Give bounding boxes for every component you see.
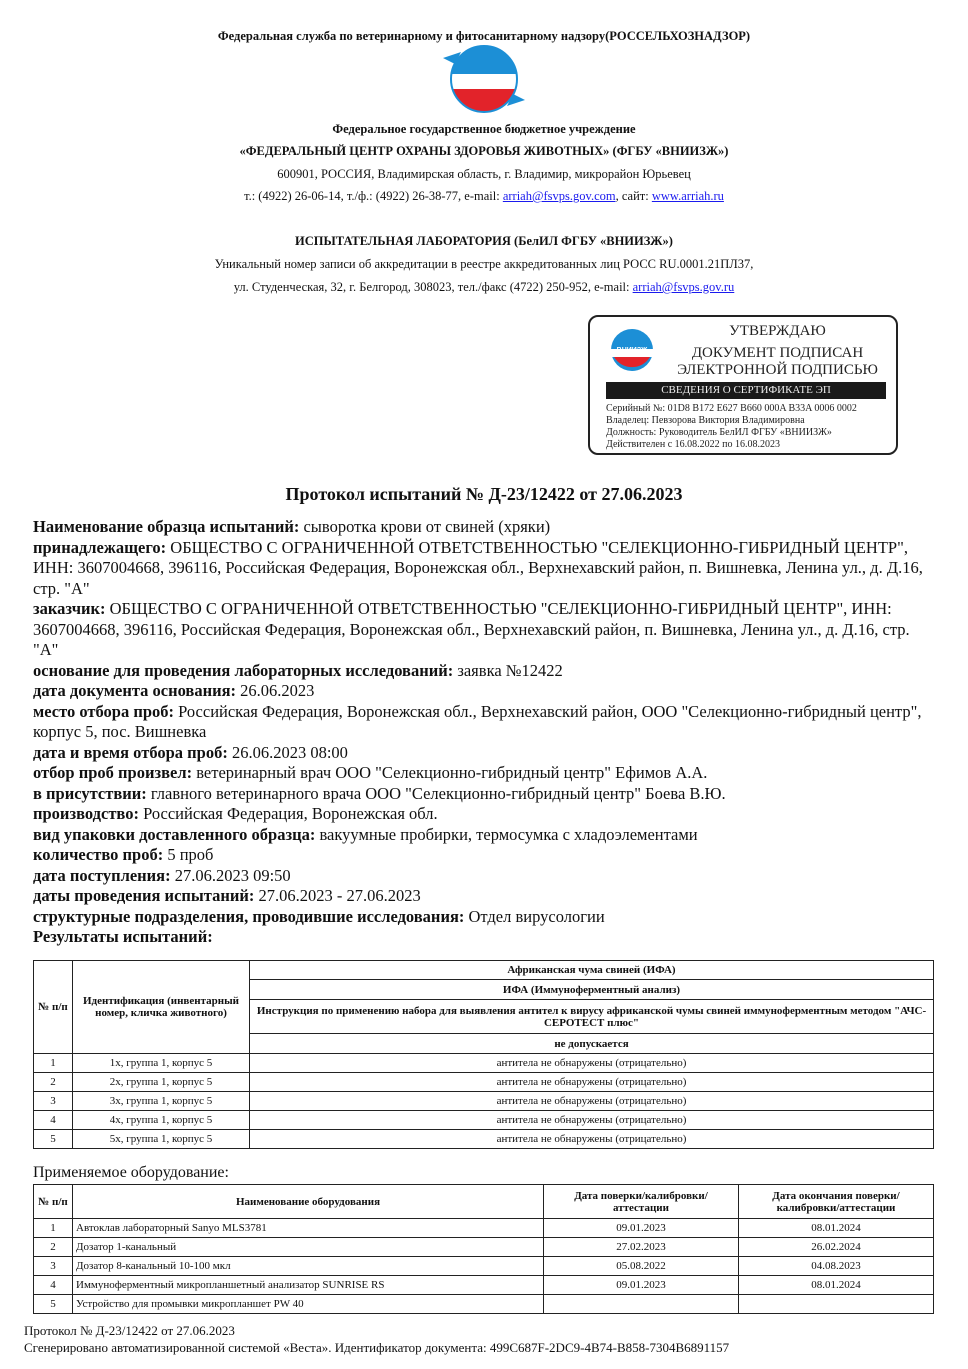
equipment-row [34, 1295, 934, 1314]
result-cell-result: антитела не обнаружены (отрицательно) [250, 1054, 934, 1073]
field-label: отбор проб произвел: [33, 763, 193, 782]
field-value: Отдел вирусологии [464, 906, 605, 926]
vniizh-logo [441, 44, 527, 114]
field-row [33, 538, 933, 600]
result-row [34, 1073, 934, 1092]
stamp-logo-text: ВНИИЗЖ [616, 347, 648, 354]
eq-col-name: Наименование оборудования [73, 1185, 544, 1219]
field-row [33, 763, 933, 784]
equipment-cell: Дозатор 1-канальный [73, 1238, 544, 1257]
eq-col-end-date: Дата окончания поверки/калибровки/аттестации [739, 1185, 934, 1219]
field-value: 27.06.2023 09:50 [170, 865, 291, 885]
field-row [33, 661, 933, 682]
equipment-cell [544, 1295, 739, 1314]
field-value: 5 проб [163, 845, 214, 864]
field-label: дата документа основания: [33, 681, 237, 700]
field-row [33, 927, 933, 948]
field-value: 26.06.2023 08:00 [227, 742, 348, 762]
result-cell-result: антитела не обнаружены (отрицательно) [250, 1130, 934, 1149]
result-cell-id: 1х, группа 1, корпус 5 [73, 1054, 250, 1073]
equipment-cell: 5 [34, 1295, 73, 1314]
equipment-cell: 2 [34, 1238, 73, 1257]
equipment-cell: 1 [34, 1219, 73, 1238]
equipment-cell: 05.08.2022 [544, 1257, 739, 1276]
equipment-table [33, 1184, 934, 1314]
field-label: дата поступления: [33, 865, 171, 885]
field-label: количество проб: [33, 845, 164, 864]
site-label: , сайт: [615, 189, 652, 203]
field-row [33, 866, 933, 887]
field-row [33, 804, 933, 825]
field-value: сыворотка крови от свиней (хряки) [299, 517, 551, 536]
results-table [33, 960, 934, 1149]
eq-col-no: № п/п [34, 1185, 73, 1219]
equipment-cell: Дозатор 8-канальный 10-100 мкл [73, 1257, 544, 1276]
lab-email-link[interactable]: arriah@fsvps.gov.ru [632, 280, 735, 294]
stamp-signed-line1: ДОКУМЕНТ ПОДПИСАН [691, 345, 864, 361]
result-cell-no: 1 [34, 1054, 73, 1073]
field-label: основание для проведения лабораторных исследований: [33, 660, 454, 680]
field-label: структурные подразделения, проводившие исследования: [33, 906, 465, 926]
field-row [33, 702, 933, 743]
field-value: ОБЩЕСТВО С ОГРАНИЧЕННОЙ ОТВЕТСТВЕННОСТЬЮ "СЕЛЕКЦИОННО-ГИБРИДНЫЙ ЦЕНТР", ИНН: 3607004668, 396116, Российская Федерация, Воронежская обл., Верхнехавский район, п. Вишневка, Ленина ул., д. Д.16, стр. "А" [33, 599, 910, 659]
field-row [33, 517, 933, 538]
field-row [33, 907, 933, 928]
result-cell-id: 5х, группа 1, корпус 5 [73, 1130, 250, 1149]
stamp-owner: Владелец: Певзорова Виктория Владимировна [606, 415, 805, 426]
equipment-cell: 09.01.2023 [544, 1219, 739, 1238]
protocol-title: Протокол испытаний № Д-23/12422 от 27.06.2023 [285, 484, 683, 504]
field-label: даты проведения испытаний: [33, 886, 255, 905]
equipment-cell: Устройство для промывки микропланшет PW 40 [73, 1295, 544, 1314]
field-value: ОБЩЕСТВО С ОГРАНИЧЕННОЙ ОТВЕТСТВЕННОСТЬЮ "СЕЛЕКЦИОННО-ГИБРИДНЫЙ ЦЕНТР", ИНН: 3607004668, 396116, Российская Федерация, Воронежская обл., Верхнехавский район, п. Вишневка, Ленина ул., д. Д.16, стр. "А" [33, 537, 923, 598]
col-no-header: № п/п [34, 961, 73, 1054]
stamp-position: Должность: Руководитель БелИЛ ФГБУ «ВНИИЗЖ» [606, 427, 832, 438]
contacts-text: т.: (4922) 26-06-14, т./ф.: (4922) 26-38-77, e-mail: [244, 189, 503, 203]
disease-header: Африканская чума свиней (ИФА) [250, 961, 934, 980]
result-row [34, 1092, 934, 1111]
equipment-cell: 08.01.2024 [739, 1276, 934, 1295]
stamp-validity: Действителен с 16.08.2022 по 16.08.2023 [606, 439, 780, 450]
equipment-row [34, 1219, 934, 1238]
result-cell-result: антитела не обнаружены (отрицательно) [250, 1073, 934, 1092]
eq-col-date: Дата поверки/калибровки/аттестации [544, 1185, 739, 1219]
lab-accreditation: Уникальный номер записи об аккредитации в реестре аккредитованных лиц РОСС RU.0001.21ПЛ37, [214, 257, 754, 271]
equipment-cell: Автоклав лабораторный Sanyo MLS3781 [73, 1219, 544, 1238]
result-cell-id: 4х, группа 1, корпус 5 [73, 1111, 250, 1130]
field-row [33, 743, 933, 764]
equipment-cell: 27.02.2023 [544, 1238, 739, 1257]
stamp-cert-header: СВЕДЕНИЯ О СЕРТИФИКАТЕ ЭП [606, 382, 886, 399]
signature-stamp [588, 315, 898, 455]
agency-name: Федеральная служба по ветеринарному и фитосанитарному надзору(РОССЕЛЬХОЗНАДЗОР) [217, 29, 751, 43]
result-cell-no: 2 [34, 1073, 73, 1092]
equipment-row [34, 1257, 934, 1276]
institution-contacts [0, 189, 968, 204]
field-label: заказчик: [33, 599, 106, 618]
result-row [34, 1111, 934, 1130]
field-row [33, 784, 933, 805]
stamp-cert-info [606, 403, 857, 451]
institution-type: Федеральное государственное бюджетное учреждение [332, 122, 636, 136]
equipment-row [34, 1238, 934, 1257]
result-cell-result: антитела не обнаружены (отрицательно) [250, 1092, 934, 1111]
field-value: Российская Федерация, Воронежская обл., Верхнехавский район, ООО "Селекционно-гибридный центр", корпус 5, пос. Вишневка [33, 701, 922, 741]
result-row [34, 1054, 934, 1073]
sample-details [33, 517, 933, 948]
equipment-cell: Иммуноферментный микропланшетный анализатор SUNRISE RS [73, 1276, 544, 1295]
lab-address-text: ул. Студенческая, 32, г. Белгород, 308023, тел./факс (4722) 250-952, e-mail: [233, 280, 633, 294]
field-row [33, 681, 933, 702]
equipment-cell: 3 [34, 1257, 73, 1276]
field-label: Наименование образца испытаний: [33, 517, 300, 536]
equipment-cell: 09.01.2023 [544, 1276, 739, 1295]
result-cell-no: 5 [34, 1130, 73, 1149]
instruction-header: Инструкция по применению набора для выявления антител к вирусу африканской чумы свиней иммуноферментным методом "АЧС-СЕРОТЕСТ плюс" [250, 1000, 934, 1034]
stamp-approve: УТВЕРЖДАЮ [729, 323, 826, 339]
equipment-cell: 08.01.2024 [739, 1219, 934, 1238]
field-value: главного ветеринарного врача ООО "Селекционно-гибридный центр" Боева В.Ю. [146, 783, 726, 803]
stamp-signed-line2: ЭЛЕКТРОННОЙ ПОДПИСЬЮ [677, 362, 878, 378]
equipment-cell: 4 [34, 1276, 73, 1295]
lab-name: ИСПЫТАТЕЛЬНАЯ ЛАБОРАТОРИЯ (БелИЛ ФГБУ «ВНИИЗЖ») [295, 234, 673, 248]
field-label: дата и время отбора проб: [33, 742, 228, 762]
field-row [33, 845, 933, 866]
equipment-cell [739, 1295, 934, 1314]
site-link[interactable]: www.arriah.ru [651, 189, 724, 203]
field-value: 26.06.2023 [236, 681, 315, 700]
lab-address [0, 280, 968, 295]
field-label: производство: [33, 804, 139, 823]
result-cell-result: антитела не обнаружены (отрицательно) [250, 1111, 934, 1130]
field-label: принадлежащего: [33, 537, 167, 557]
email-link[interactable]: arriah@fsvps.gov.com [502, 189, 616, 203]
norm-header: не допускается [250, 1034, 934, 1054]
result-row [34, 1130, 934, 1149]
field-value: ветеринарный врач ООО "Селекционно-гибридный центр" Ефимов А.А. [192, 763, 708, 782]
field-value: заявка №12422 [453, 660, 563, 680]
equipment-title: Применяемое оборудование: [33, 1164, 229, 1181]
field-label: вид упаковки доставленного образца: [33, 824, 316, 844]
field-value: вакуумные пробирки, термосумка с хладоэлементами [315, 824, 698, 844]
result-cell-no: 4 [34, 1111, 73, 1130]
stamp-serial: Серийный №: 01D8 B172 E627 B660 000A B33A 0006 0002 [606, 403, 857, 414]
method-header: ИФА (Иммуноферментный анализ) [250, 980, 934, 1000]
result-cell-id: 2х, группа 1, корпус 5 [73, 1073, 250, 1092]
field-value: 27.06.2023 - 27.06.2023 [254, 886, 421, 905]
institution-name: «ФЕДЕРАЛЬНЫЙ ЦЕНТР ОХРАНЫ ЗДОРОВЬЯ ЖИВОТНЫХ» (ФГБУ «ВНИИЗЖ») [239, 144, 729, 158]
field-row [33, 886, 933, 907]
institution-address: 600901, РОССИЯ, Владимирская область, г. Владимир, микрорайон Юрьевец [277, 167, 691, 181]
col-id-header: Идентификация (инвентарный номер, кличка животного) [73, 961, 250, 1054]
equipment-row [34, 1276, 934, 1295]
footer-protocol: Протокол № Д-23/12422 от 27.06.2023 [24, 1323, 235, 1338]
footer-generated: Сгенерировано автоматизированной системой «Веста». Идентификатор документа: 499C687F-2DC9-4B74-B858-7304B6891157 [24, 1340, 730, 1355]
field-row [33, 825, 933, 846]
field-label: Результаты испытаний: [33, 927, 213, 946]
result-cell-no: 3 [34, 1092, 73, 1111]
stamp-logo [606, 327, 658, 373]
logo-text: ВНИИЗЖ [459, 73, 509, 85]
field-row [33, 599, 933, 661]
field-label: в присутствии: [33, 783, 147, 803]
field-label: место отбора проб: [33, 701, 174, 721]
field-value: Российская Федерация, Воронежская обл. [138, 804, 438, 823]
equipment-cell: 04.08.2023 [739, 1257, 934, 1276]
result-cell-id: 3х, группа 1, корпус 5 [73, 1092, 250, 1111]
equipment-cell: 26.02.2024 [739, 1238, 934, 1257]
